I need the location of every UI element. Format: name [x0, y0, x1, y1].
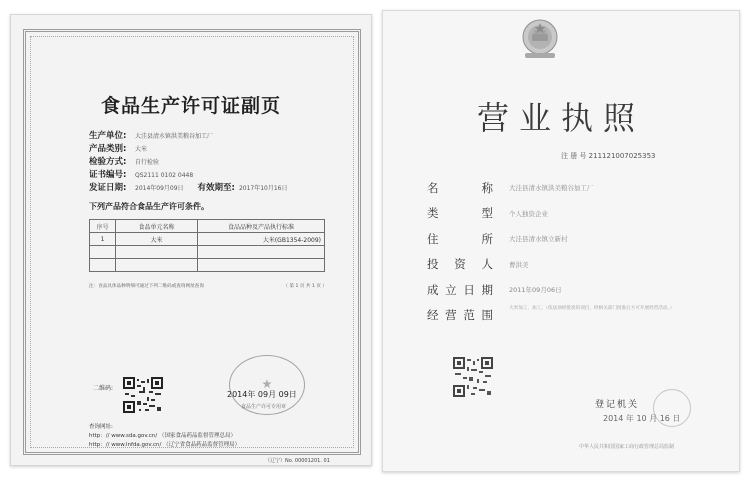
field-value: 大米 — [135, 146, 148, 153]
row-key-char: 投 — [427, 257, 439, 272]
note-text: 注：食品具体品种明细可通过下列二维码或查询网址查询 — [89, 284, 204, 289]
business-scope-text: 大米加工、加工。（依法须经批准的项目，经相关部门批准后方可开展经营活动。） — [509, 306, 675, 311]
national-emblem-icon — [517, 17, 563, 61]
qr-code-icon — [453, 357, 493, 397]
row-key — [427, 180, 493, 196]
row-key-char: 成 — [427, 282, 439, 297]
registration-authority: 登记机关 — [595, 400, 640, 410]
issuer-footer: 中华人民共和国国家工商行政管理总局监制 — [579, 444, 675, 450]
row-key-char: 名 — [427, 180, 439, 195]
table-cell: 1 — [90, 233, 116, 246]
expiry-date-value: 2017年10月16日 — [238, 185, 288, 192]
field-label: 生产单位: — [89, 131, 127, 141]
food-license-document — [10, 14, 372, 466]
row-key — [427, 282, 493, 298]
query-url-1: http：// www.sda.gov.cn/ （国家食品药品监督管理总局） — [89, 433, 237, 439]
row-key-char: 类 — [427, 206, 439, 221]
row-type — [427, 201, 594, 227]
row-key-char: 称 — [481, 180, 493, 195]
row-key — [427, 307, 493, 323]
row-value: 曹洪美 — [509, 260, 529, 269]
row-key-char: 围 — [481, 308, 493, 323]
food-license-title: 食品生产许可证副页 — [100, 95, 281, 117]
column-header: 食品品种及产品执行标准 — [198, 220, 325, 233]
row-key-char: 营 — [445, 308, 457, 323]
row-key-char: 型 — [481, 206, 493, 221]
row-key-char: 期 — [481, 282, 493, 297]
qr-code-icon — [123, 377, 163, 413]
field-producer — [89, 129, 288, 142]
row-value: 2011年09月06日 — [509, 286, 562, 295]
field-label: 检验方式: — [89, 157, 127, 167]
table-row-empty — [90, 259, 325, 272]
seal-org: 食品生产许可专用章 — [241, 404, 287, 410]
condition-title: 下列产品符合食品生产许可条件。 — [89, 202, 209, 211]
query-url-2: http：// www.lnfda.gov.cn/ （辽宁省食品药品监督管理局） — [89, 442, 241, 448]
field-category — [89, 142, 288, 155]
field-label: 证书编号: — [89, 170, 127, 180]
row-established — [427, 277, 594, 303]
row-key — [427, 205, 493, 221]
serial-number: （辽宁）No. 00001201. 01 — [265, 458, 330, 464]
food-license-fields — [89, 129, 288, 194]
row-key — [427, 256, 493, 272]
field-value: 自行检验 — [135, 159, 160, 166]
field-cert-no — [89, 168, 288, 181]
product-table — [89, 219, 325, 272]
field-label: 产品类别: — [89, 144, 127, 154]
field-value: 大洼县清水镇洪美粮谷加工厂 — [135, 133, 214, 140]
registration-number: 注 册 号 211121007025353 — [561, 152, 656, 160]
field-dates — [89, 181, 288, 194]
business-license-document — [382, 10, 740, 472]
row-value: 大洼县清水镇立新村 — [509, 235, 568, 244]
row-address — [427, 226, 594, 252]
query-urls — [89, 423, 240, 450]
row-name — [427, 175, 594, 201]
row-key-char: 人 — [481, 257, 493, 272]
field-value: QS2111 0102 0448 — [135, 172, 194, 179]
row-key-char: 日 — [463, 282, 475, 297]
column-header: 食品单元名称 — [116, 220, 198, 233]
table-cell: 大米(GB1354-2009) — [198, 233, 325, 246]
row-key-char: 范 — [463, 308, 475, 323]
row-value: 个人独资企业 — [509, 209, 548, 218]
field-inspection — [89, 155, 288, 168]
table-header-row — [90, 220, 325, 233]
row-investor — [427, 252, 594, 278]
page-indicator: （ 第 1 页 共 1 页 ） — [283, 284, 327, 289]
registration-date: 2014 年 10 月 16 日 — [603, 414, 681, 423]
row-key-char: 所 — [481, 231, 493, 246]
table-row-empty — [90, 246, 325, 259]
column-header: 序号 — [90, 220, 116, 233]
row-key-char: 住 — [427, 231, 439, 246]
qr-label: 二维码: — [93, 385, 114, 392]
table-note — [89, 283, 327, 289]
row-key-char: 经 — [427, 308, 439, 323]
query-label: 查询网址: — [89, 424, 113, 430]
expiry-date-label: 有效期至: — [197, 183, 235, 193]
issue-date-value: 2014年09月09日 — [135, 185, 184, 192]
row-key-char: 资 — [454, 257, 466, 272]
seal-date: 2014年 09月 09日 — [227, 390, 297, 399]
table-row — [90, 233, 325, 246]
row-value: 大洼县清水镇洪美粮谷加工厂 — [509, 184, 594, 193]
business-license-title: 营业执照 — [476, 99, 645, 137]
row-key-char: 立 — [445, 282, 457, 297]
row-key — [427, 231, 493, 247]
issue-date-label: 发证日期: — [89, 183, 127, 193]
table-cell: 大米 — [116, 233, 198, 246]
